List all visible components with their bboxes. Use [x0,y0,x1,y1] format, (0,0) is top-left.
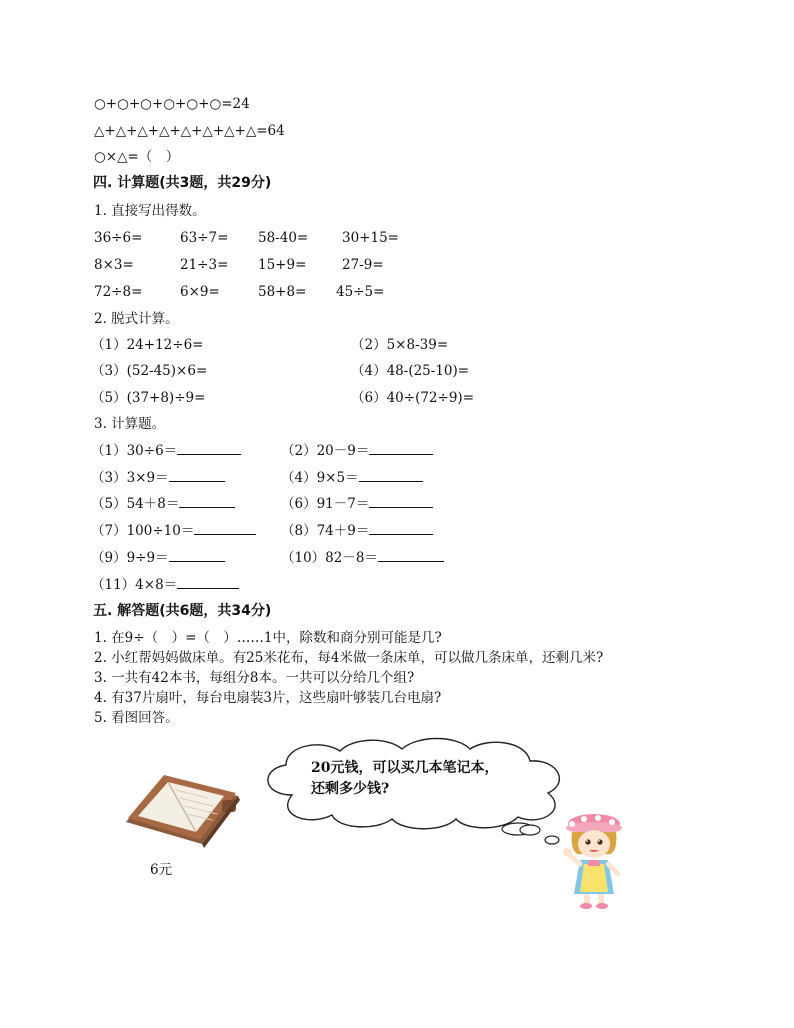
answer-blank[interactable] [179,495,235,508]
q2-item: （1）24+12÷6= [91,337,204,353]
answer-blank[interactable] [369,522,433,535]
girl-cartoon-icon [558,810,628,910]
s5-question-4: 4. 有37片扇叶，每台电扇装3片，这些扇叶够装几台电扇? [94,690,442,706]
q1-cell: 63÷7= [180,230,229,246]
q1-cell: 21÷3= [180,257,229,273]
q3-item: （6）91－7＝ [281,495,433,513]
q1-cell: 72÷8= [94,284,143,300]
answer-blank[interactable] [177,442,241,455]
notebook-icon [118,770,248,850]
q3-item: （10）82－8＝ [281,549,444,567]
q2-title: 2. 脱式计算。 [94,311,179,327]
q1-cell: 8×3= [94,257,134,273]
q2-item: （6）40÷(72÷9)= [351,390,475,406]
q1-cell: 6×9= [180,284,220,300]
price-label: 6元 [150,862,173,878]
s5-question-5: 5. 看图回答。 [94,710,179,726]
product-equation: ○×△=（ ） [94,149,180,165]
q1-cell: 15+9= [258,257,307,273]
answer-blank[interactable] [194,522,256,535]
bubble-line-1: 20元钱，可以买几本笔记本， [311,760,499,776]
answer-blank[interactable] [169,469,225,482]
section-5-heading: 五. 解答题(共6题，共34分) [93,603,272,619]
answer-blank[interactable] [369,495,433,508]
q3-item: （5）54＋8＝ [91,495,235,513]
triangle-sum-equation: △+△+△+△+△+△+△+△=64 [94,123,285,139]
q1-cell: 45÷5= [336,284,385,300]
answer-blank[interactable] [359,469,423,482]
q1-cell: 27-9= [342,257,384,273]
q1-cell: 30+15= [342,230,399,246]
q3-item: （8）74＋9＝ [281,522,433,540]
q3-item: （3）3×9＝ [91,469,225,487]
answer-blank[interactable] [369,442,433,455]
q2-item: （4）48-(25-10)= [351,363,470,379]
s5-question-3: 3. 一共有42本书，每组分8本。一共可以分给几个组? [94,670,415,686]
q3-title: 3. 计算题。 [94,416,166,432]
q3-item: （7）100÷10＝ [91,522,256,540]
q3-item: （2）20－9＝ [281,442,433,460]
answer-blank[interactable] [378,549,444,562]
q2-item: （2）5×8-39= [351,337,449,353]
q3-item: （1）30÷6＝ [91,442,241,460]
section-4-heading: 四. 计算题(共3题，共29分) [93,175,272,191]
answer-blank[interactable] [169,549,225,562]
s5-question-2: 2. 小红帮妈妈做床单。有25米花布，每4米做一条床单，可以做几条床单，还剩几米? [94,650,604,666]
bubble-line-2: 还剩多少钱? [311,781,390,797]
answer-blank[interactable] [177,576,239,589]
q1-cell: 58-40= [258,230,309,246]
q3-item: （11）4×8＝ [91,576,239,594]
q2-item: （3）(52-45)×6= [91,363,208,379]
s5-question-1: 1. 在9÷（ ）=（ ）……1中，除数和商分别可能是几? [94,630,442,646]
q2-item: （5）(37+8)÷9= [91,390,206,406]
q3-item: （4）9×5＝ [281,469,423,487]
q1-title: 1. 直接写出得数。 [94,203,206,219]
q1-cell: 36÷6= [94,230,143,246]
q1-cell: 58+8= [258,284,307,300]
q3-item: （9）9÷9＝ [91,549,225,567]
circle-sum-equation: ○+○+○+○+○+○=24 [94,96,250,112]
